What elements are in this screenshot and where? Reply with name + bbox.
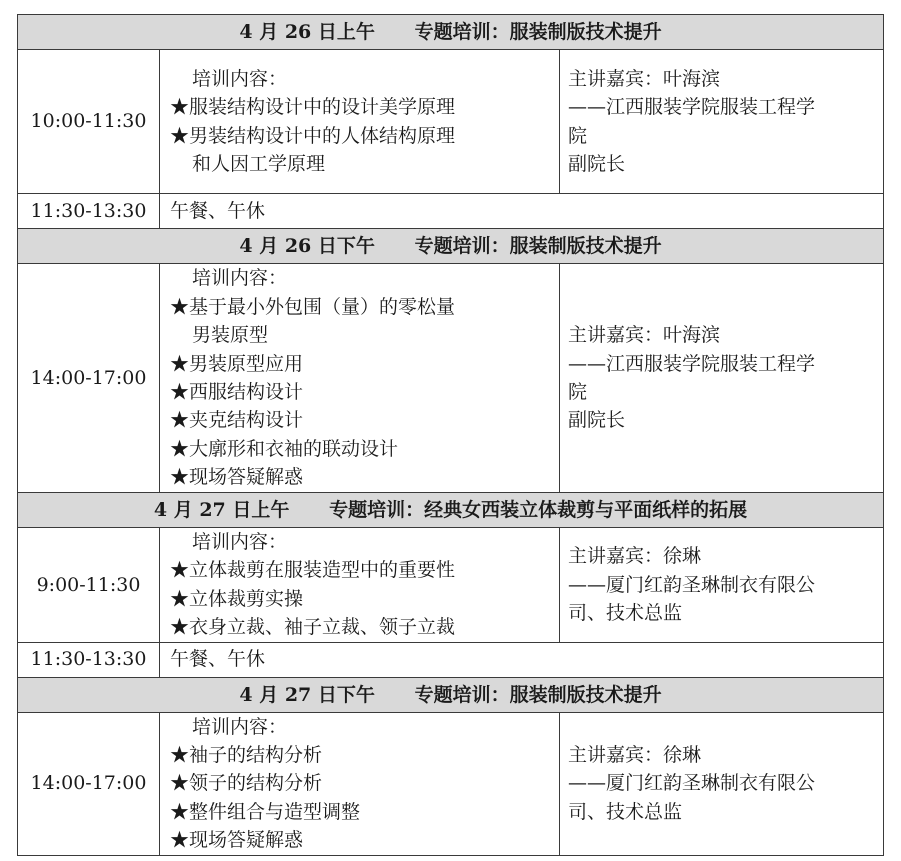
content-heading: 培训内容： [192, 267, 288, 290]
session-header [18, 229, 884, 264]
break-time: 11:30-13:30 [18, 642, 160, 677]
speaker-affiliation: ——厦门红韵圣琳制衣有限公 [568, 772, 816, 795]
speaker-affiliation: 院 [568, 381, 588, 403]
session-row [18, 528, 884, 643]
speaker-name: 主讲嘉宾：叶海滨 [568, 324, 721, 347]
content-cell [160, 50, 560, 194]
time-cell: 14:00-17:00 [18, 712, 160, 855]
speaker-position: 司、技术总监 [568, 602, 683, 625]
content-heading: 培训内容： [192, 715, 288, 738]
content-heading: 培训内容： [192, 67, 288, 90]
content-item: ★立体裁剪在服装造型中的重要性 [170, 559, 456, 582]
session-title: 专题培训：经典女西装立体裁剪与平面纸样的拓展 [329, 499, 748, 521]
session-title: 专题培训：服装制版技术提升 [414, 235, 662, 257]
session-date: 4 月 26 日上午 [239, 21, 375, 43]
speaker-name: 主讲嘉宾：徐琳 [568, 744, 702, 767]
content-item: ★现场答疑解惑 [170, 829, 304, 852]
session-header-cell [18, 15, 884, 50]
schedule-table [17, 14, 884, 856]
content-item: ★大廓形和衣袖的联动设计 [170, 437, 399, 460]
speaker-position: 副院长 [568, 152, 626, 175]
content-item: ★整件组合与造型调整 [170, 800, 361, 823]
content-cell [160, 712, 560, 855]
session-title: 专题培训：服装制版技术提升 [414, 683, 662, 706]
session-title: 专题培训：服装制版技术提升 [414, 21, 662, 43]
speaker-name: 主讲嘉宾：叶海滨 [568, 67, 721, 90]
break-row [18, 194, 884, 229]
break-text: 午餐、午休 [160, 194, 884, 229]
session-header [18, 677, 884, 712]
session-header [18, 493, 884, 528]
speaker-name: 主讲嘉宾：徐琳 [568, 545, 702, 568]
time-cell: 9:00-11:30 [18, 528, 160, 643]
content-item: ★袖子的结构分析 [170, 744, 323, 767]
speaker-position: 副院长 [568, 409, 626, 432]
content-item: 男装原型 [192, 324, 269, 347]
content-heading: 培训内容： [192, 531, 288, 553]
break-text: 午餐、午休 [160, 642, 884, 677]
session-header [18, 15, 884, 50]
session-row [18, 712, 884, 855]
speaker-cell [560, 50, 884, 194]
speaker-affiliation: 院 [568, 124, 588, 147]
time-cell: 10:00-11:30 [18, 50, 160, 194]
content-item: ★现场答疑解惑 [170, 466, 304, 489]
time-cell: 14:00-17:00 [18, 264, 160, 493]
speaker-cell [560, 528, 884, 643]
content-item: ★西服结构设计 [170, 381, 304, 403]
content-item: ★基于最小外包围（量）的零松量 [170, 295, 456, 318]
content-item: ★夹克结构设计 [170, 409, 304, 432]
speaker-position: 司、技术总监 [568, 800, 683, 823]
content-item: ★男装原型应用 [170, 352, 304, 375]
session-row [18, 264, 884, 493]
content-item: 和人因工学原理 [192, 152, 326, 175]
speaker-affiliation: ——江西服装学院服装工程学 [568, 96, 816, 119]
content-item: ★衣身立裁、袖子立裁、领子立裁 [170, 616, 456, 639]
content-item: ★立体裁剪实操 [170, 587, 304, 610]
content-item: ★服装结构设计中的设计美学原理 [170, 96, 456, 119]
speaker-affiliation: ——厦门红韵圣琳制衣有限公 [568, 573, 816, 596]
session-date: 4 月 27 日上午 [153, 499, 290, 521]
break-time: 11:30-13:30 [18, 194, 160, 229]
session-header-cell [18, 229, 884, 264]
content-cell [160, 528, 560, 643]
session-header-cell [18, 493, 884, 528]
content-cell [160, 264, 560, 493]
content-item: ★男装结构设计中的人体结构原理 [170, 124, 456, 147]
session-header-cell [18, 677, 884, 712]
session-row [18, 50, 884, 194]
session-date: 4 月 27 日下午 [239, 683, 375, 706]
speaker-cell [560, 264, 884, 493]
session-date: 4 月 26 日下午 [239, 235, 375, 257]
speaker-affiliation: ——江西服装学院服装工程学 [568, 352, 816, 375]
speaker-cell [560, 712, 884, 855]
content-item: ★领子的结构分析 [170, 772, 323, 795]
break-row [18, 642, 884, 677]
